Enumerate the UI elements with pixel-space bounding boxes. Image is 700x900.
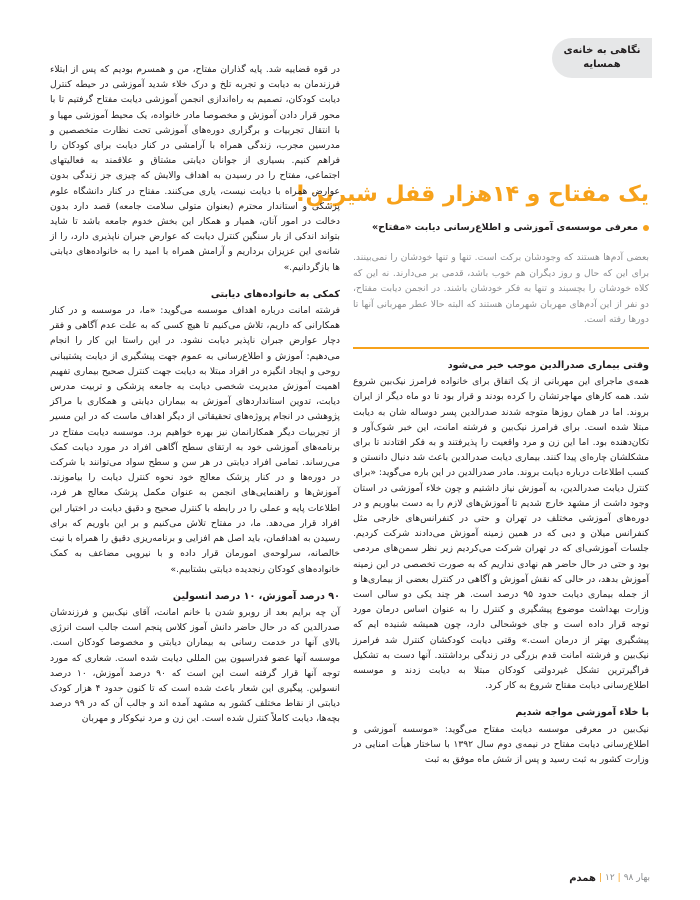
footer-separator: | (598, 873, 602, 883)
body-paragraph: فرشته امانت درباره اهداف موسسه می‌گوید: «ما، در موسسه و در کنار همکارانی که داریم، تلاش می‌کنیم تا هیچ کسی که به علت عدم آگاهی و فقر دچار عوارض جبران ناپذیر دیابت نشود. در این راستا این کار را انجام می‌دهیم: آموزش و اطلاع‌رسانی به عموم جهت پیشگیری از دیابت پشتیبانی روحی و ایجاد انگیزه در افراد مبتلا به دیابت جهت کنترل صحیح بیماری تفهیم اهمیت آموزش مدیریت شخصی دیابت به جامعه پزشکی و تربیت مدرس دیابت، تدوین استانداردهای آموزش به بیماران دیابتی و همکاری با مراکز پژوهشی در انجام پروژه‌های تحقیقاتی از دیگر اهداف ماست که در این مسیر از تجربیات دیگر همکارانمان نیز بهره خواهیم برد. موسسه دیابت مفتاح در برنامه‌های آموزشی خود به ارتقای سطح آگاهی افراد در مورد دیابت کمک می‌رساند. تمامی افراد دیابتی در هر سن و سطح سواد می‌توانند با شرکت در دوره‌ها و در کنار پزشک معالج خود نحوه کنترل دیابت را بیاموزند. آموزش‌ها و راهنمایی‌های انجمن به عنوان مکمل پزشک معالج هر فرد، اطلاعات پایه و عملی را در رابطه با کنترل صحیح و دقیق دیابت در اختیار این افراد قرار می‌دهد. ما، در مفتاح تلاش می‌کنیم و بر این باوریم که برای رسیدن به اهدافمان، باید اصل هم افزایی و برنامه‌ریزی دقیق را همراه با نیت خالصانه، سرلوحه‌ی امورمان قرار داده و با نیرویی مضاعف به کمک خانواده‌های کودکان رنجدیده دیابتی بشتابیم.» (50, 305, 340, 575)
left-column (50, 62, 340, 727)
article-title: یک مفتاح و ۱۴هزار قفل شیرین! (295, 182, 649, 207)
section-heading: ۹۰ درصد آموزش، ۱۰ درصد انسولین (172, 590, 340, 602)
body-paragraph: آن چه برایم بعد از روبرو شدن با خانم امانت، آقای نیک‌بین و فرزندشان صدرالدین که در حال حاضر دانش آموز کلاس پنجم است جالب است انرژی بالای آنها در خدمت رسانی به بیماران دیابتی و مخصوصا کودکان است. موسسه آنها عضو فدراسیون بین المللی دیابت شده است. شعاری که مورد توجه آنها قرار گرفته است این است که ۹۰ درصد آموزش، ۱۰ درصد انسولین. پیگیری این شعار باعث شده است که تا کنون حدود ۴ هزار کودک دیابتی از نقاط مختلف کشور به مشهد آمده اند و جالب آن که در ۹۹ درصد بچه‌ها، دیابت کاملاً کنترل شده است. این زن و مرد نیکوکار و مهربان (50, 606, 340, 725)
section-tab (552, 38, 652, 78)
footer-season: بهار ۹۸ (623, 873, 650, 883)
page-footer (560, 870, 650, 886)
section-tab-line1: نگاهی به خانه‌ی (563, 45, 641, 56)
article-lead: بعضی آدم‌ها هستند که وجودشان برکت است. تنها و تنها خودشان را نمی‌بینند. برای این که حال و روز دیگران هم خوب باشد، قدمی بر می‌دارند. نه این که کلاه خودشان را بچسبند و تنها به فکر خودشان باشند. در انجمن دیابت مفتاح، دو نفر از این آدم‌های مهربان شهرمان هستند که البته حالا عطر مهربانی آنها تا دورها رفته است. (353, 252, 649, 326)
footer-separator: | (617, 873, 621, 883)
section-heading: با خلاء آموزشی مواجه شدیم (515, 707, 649, 719)
body-paragraph: نیک‌بین در معرفی موسسه دیابت مفتاح می‌گوید: «موسسه آموزشی و اطلاع‌رسانی دیابت مفتاح در نیمه‌ی دوم سال ۱۳۹۲ با ساختار هیأت امنایی در وزارت کشور به ثبت رسید و پس از شش ماه موفق به ثبت (353, 723, 649, 766)
page-number: ۱۲ (605, 873, 615, 883)
article-subtitle-text: معرفی موسسه‌ی آموزشی و اطلاع‌رسانی دیابت «مفتاح» (372, 222, 638, 233)
body-paragraph: در قوه قضاییه شد. پایه گذاران مفتاح، من و همسرم بودیم که پس از ابتلاء فرزندمان به دیابت و تجربه تلخ و درک خلاء شدید آموزشی در حیطه کنترل دیابت کودکان، تصمیم به راه‌اندازی انجمن آموزشی دیابت مفتاح گرفتیم تا با محور قرار دادن آموزش و مخصوصا مادر خانواده، یک محیط آموزشی مهیا و با انتقال تجربیات و برگزاری دوره‌های آموزشی تحت نظارت متخصصین و مدرسین مجرب، زندگی همراه با آرامشی در کنار دیابت برای کودکان را فراهم کنیم. بسیاری از جوانان دیابتی مشتاق و علاقمند به فعالیتهای اجتماعی، مفتاح را در رسیدن به اهداف والایش که چیزی جز زندگی بدون عوارض همراه با دیابت نیست، یاری می‌کنند. مفتاح در کنار دانشگاه علوم پزشکی و استاندار محترم (بعنوان متولی سلامت جامعه) قصد دارد بدون دخالت در امور آنان، همیار و همکار این بخش خدوم جامعه باشد تا شاید بتواند اندکی از بار سنگین کنترل دیابت که عوارض جبران ناپذیری دارد، را از شانه‌ی این عزیزان برداریم و آرامش همراه با امید را به خانواده‌های دیابتی ها بازگردانیم.» (50, 64, 340, 273)
section-heading: وقتی بیماری صدرالدین موجب خیر می‌شود (447, 360, 649, 371)
section-tab-line2: همسایه (583, 59, 621, 70)
right-column (353, 358, 649, 767)
article-subtitle (353, 222, 649, 233)
section-heading: کمکی به خانواده‌های دیابتی (210, 288, 340, 300)
magazine-logo: همدم (569, 872, 596, 884)
lead-divider (353, 347, 649, 349)
bullet-dot-icon (643, 225, 649, 231)
body-paragraph: همه‌ی ماجرای این مهربانی از یک اتفاق برای خانواده فرامرز نیک‌بین شروع شد. همه کارهای مهاجرتشان را کرده بودند و قرار بود تا دو ماه دیگر از ایران بروند. اما در همان روزها متوجه شدند صدرالدین پسر دوساله شان به دیابت مبتلا شده است. برای فرامرز نیک‌بین و فرشته امانت، این خبر شوک‌آور و تکان‌دهنده بود. اما این زن و مرد واقعیت را پذیرفتند و به فکر افتادند تا برای مشکلشان چاره‌ای پیدا کنند. بیماری دیابت صدرالدین باعث شد دنبال دانستن و کسب اطلاعات درباره دیابت بروند. مادر صدرالدین در این باره می‌گوید: «برای کنترل دیابت صدرالدین، به آموزش نیاز داشتیم و چون خلاء آموزشی در استان وجود داشت از مشهد خارج شدیم تا آموزش‌های لازم را به دست بیاوریم و در دوره‌های آموزشی مختلف در تهران و حتی در کنفرانس‌های خارجی مثل کنفرانس میلان و دبی که در همین زمینه آموزش می‌دادند شرکت کردیم. جلسات آموزشی‌ای که در تهران شرکت می‌کردیم زیر نظر سمن‌های مردمی بود و حتی در حال حاضر هم نهادی نداریم که به صورت تخصصی در این زمینه آموزش بدهد، در حالی که نقش آموزش و آگاهی در کنترل بعضی از بیماری‌ها و از جمله بیماری دیابت حدود ۹۵ درصد است. هر چند یکی دو سالی است وزارت بهداشت موضوع پیشگیری و کنترل را به عنوان اساس درمان مورد توجه قرار داده است و جای خوشحالی دارد، چون همیشه شنیده ایم که پیشگیری بهتر از درمان است.» وقتی دیابت کودکشان کنترل شد فرامرز نیک‌بین و فرشته امانت قدم بزرگی در زندگی برداشتند. آنها دست به تشکیل فراگیرترین تشکل غیردولتی کودکان مبتلا به دیابت زدند و موسسه اطلاع‌رسانی دیابت مفتاح شروع به کار کرد. (353, 376, 649, 692)
